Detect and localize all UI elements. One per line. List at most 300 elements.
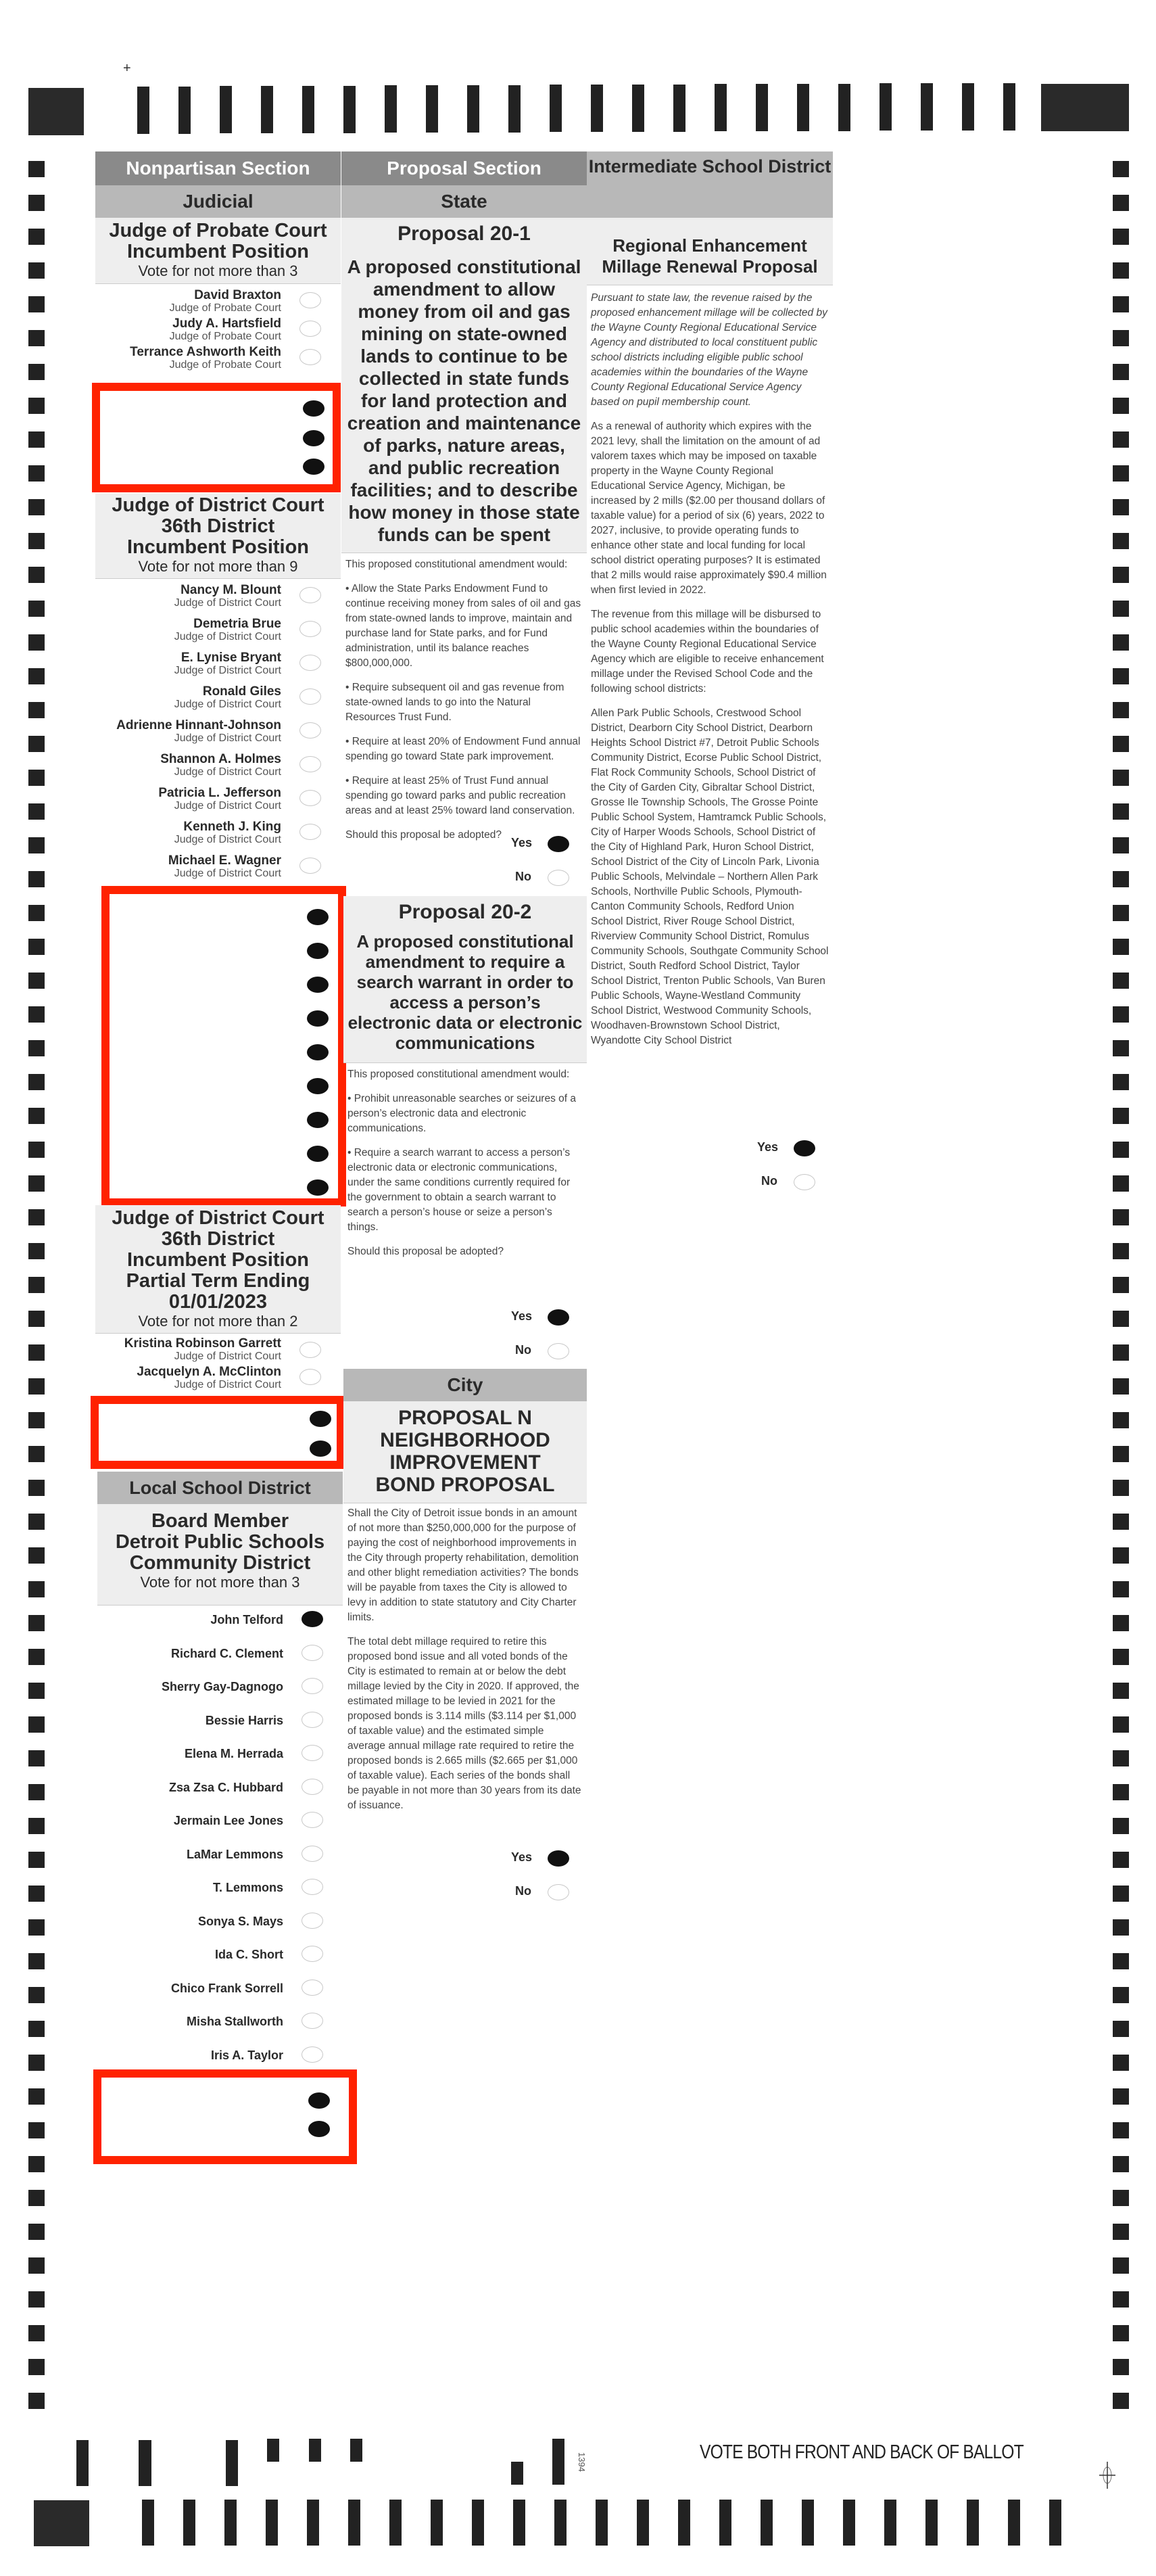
side-timing-mark [28, 2190, 45, 2206]
probate-contest-header [95, 218, 341, 284]
district-title-line-1: Judge of District Court [112, 494, 324, 516]
side-timing-mark [1113, 1750, 1129, 1766]
side-timing-mark [28, 736, 45, 752]
isd-body [587, 285, 833, 1048]
side-timing-mark [28, 1006, 45, 1023]
isd-italic-note: Pursuant to state law, the revenue raised by the proposed enhancement millage will be collected by the Wayne County Regional Educational Service Agency and distributed to local constituent public school districts including eligible public school academies within the boundaries of the Wayne County Regional Educational Service Agency based on pupil membership count. [591, 292, 827, 408]
nonpartisan-section-header: Nonpartisan Section [95, 151, 341, 185]
vote-bubble[interactable] [299, 688, 321, 705]
isd-school-list: Allen Park Public Schools, Crestwood School District, Dearborn City School District, Dearborn Heights School District #7, Detroit Public Schools Community District, Ecorse Public School District, Flat Rock Community Schools, School District of the City of Garden City, Gibraltar School District, Grosse Ile Township Schools, The Grosse Pointe Public School System, Hamtramck Public Schools, City of Harper Woods Schools, School District of the City of Highland Park, Huron School District, School District of the City of Lincoln Park, Livonia Public Schools, Melvindale – Northern Allen Park Schools, Northville Public Schools, Plymouth-Canton Community Schools, Redford Union School District, River Rouge School District, Riverview Community School District, Romulus Community Schools, Southgate Community School District, South Redford School District, Taylor School District, Trenton Public Schools, Van Buren Public Schools, Wayne-Westland Community School District, Westwood Community Schools, Woodhaven-Brownstown School District, Wyandotte City School District [591, 707, 829, 1046]
isd-yes-bubble[interactable] [794, 1140, 815, 1156]
side-timing-mark [28, 2325, 45, 2341]
partial-title-line-4: Partial Term Ending [126, 1270, 310, 1292]
timing-bar [389, 2500, 402, 2546]
side-timing-mark [28, 2257, 45, 2274]
candidate-office: Judge of District Court [174, 631, 281, 642]
isd-section-header [587, 151, 833, 218]
timing-bar [1003, 83, 1015, 131]
probate-vote-for: Vote for not more than 3 [138, 262, 298, 279]
side-timing-mark [1113, 1514, 1129, 1530]
timing-bar [343, 86, 356, 133]
isd-paragraph: As a renewal of authority which expires with the 2021 levy, shall the limitation on the amount of ad valorem taxes which may be imposed on taxable property in the Wayne County Regional Educational Service Agency, Michigan, be increased by 2 mills ($2.00 per thousand dollars of taxable value) for a period of six (6) years, 2022 to 2027, inclusive, to provide operating funds to enhance other state and local funding for local school district operating purposes? It is estimated that 2 mills would raise approximately $90.4 million when first levied in 2022. [591, 421, 827, 596]
side-timing-mark [1113, 1175, 1129, 1192]
vote-bubble[interactable] [299, 824, 321, 840]
proposal-20-2-body [343, 1067, 587, 1269]
vote-bubble[interactable] [299, 321, 321, 337]
side-timing-mark [1113, 1311, 1129, 1327]
vote-bubble[interactable] [299, 587, 321, 603]
side-timing-mark [1113, 1886, 1129, 1902]
timing-bar [967, 2500, 979, 2546]
write-in-bubble-marked[interactable] [307, 1146, 329, 1162]
timing-bar [302, 86, 314, 133]
candidate-name: Kristina Robinson Garrett [124, 1336, 281, 1351]
side-timing-mark [1113, 601, 1129, 617]
side-timing-mark [28, 465, 45, 482]
proposal-20-1-header [341, 218, 587, 553]
isd-paragraph: The revenue from this millage will be disbursed to public school academies within the boundaries of the Wayne County Regional Educational Service Agency which are eligible to receive enhancement millage under the Revised School Code and the following school districts: [591, 609, 824, 695]
redacted-write-in-area [101, 886, 346, 1207]
side-timing-mark [28, 1243, 45, 1259]
partial-title-line-1: Judge of District Court [112, 1207, 324, 1229]
side-timing-mark [1113, 1277, 1129, 1293]
isd-no-bubble[interactable] [794, 1174, 815, 1190]
candidate-office: Judge of District Court [174, 1351, 281, 1362]
side-timing-mark [1113, 533, 1129, 549]
side-timing-mark [28, 1784, 45, 1800]
timing-corner-block-right [1041, 84, 1129, 131]
side-timing-mark [1113, 431, 1129, 448]
proposal-20-1-title: Proposal 20-1 [398, 223, 531, 245]
side-timing-mark [28, 1581, 45, 1597]
vote-bubble[interactable] [299, 790, 321, 806]
id-bar [511, 2462, 523, 2485]
proposal-20-1-body [341, 553, 587, 843]
side-timing-mark [1113, 837, 1129, 853]
side-timing-mark [1113, 1480, 1129, 1496]
side-timing-mark [28, 601, 45, 617]
candidate-name: Terrance Ashworth Keith [130, 345, 281, 359]
id-bar [139, 2440, 149, 2486]
side-timing-mark [28, 1209, 45, 1225]
id-bar [350, 2439, 362, 2462]
side-timing-mark [1113, 398, 1129, 414]
board-title-line-1: Board Member [151, 1510, 289, 1532]
proposal-bullet: • Require at least 25% of Trust Fund annual spending go toward parks and public recreation areas and at least 25% toward land conservation. [345, 775, 575, 816]
candidate-name: Patricia L. Jefferson [158, 786, 281, 800]
side-timing-mark [28, 1615, 45, 1631]
side-timing-mark [28, 2021, 45, 2037]
side-timing-mark [1113, 1987, 1129, 2003]
timing-bar [761, 2500, 773, 2546]
side-timing-mark [28, 2156, 45, 2172]
side-timing-mark [1113, 1615, 1129, 1631]
judicial-subheader: Judicial [95, 185, 341, 218]
side-timing-mark [1113, 1378, 1129, 1395]
proposal-20-1-yes-bubble[interactable] [548, 836, 569, 852]
side-timing-mark [1113, 1209, 1129, 1225]
vote-bubble[interactable] [302, 1913, 323, 1929]
side-timing-mark [1113, 364, 1129, 380]
side-timing-mark [28, 1108, 45, 1124]
proposal-20-2-title: Proposal 20-2 [398, 901, 532, 923]
timing-bar [673, 85, 685, 132]
side-timing-mark [1113, 2190, 1129, 2206]
candidate-office: Judge of District Court [174, 834, 281, 845]
timing-bar [678, 2500, 690, 2546]
side-timing-mark [1113, 161, 1129, 177]
probate-title-line-2: Incumbent Position [126, 241, 310, 262]
write-in-bubble-marked[interactable] [308, 2121, 330, 2137]
candidate-name: Shannon A. Holmes [160, 752, 281, 766]
vote-bubble[interactable] [302, 1712, 323, 1728]
side-timing-mark [28, 398, 45, 414]
write-in-bubble-marked[interactable] [310, 1441, 331, 1457]
side-timing-mark [28, 939, 45, 955]
side-timing-mark [1113, 1716, 1129, 1733]
timing-bar [1008, 2500, 1020, 2546]
side-timing-mark [28, 1852, 45, 1868]
timing-bar [307, 2500, 319, 2546]
vote-bubble[interactable] [299, 292, 321, 308]
timing-bar [513, 2500, 525, 2546]
side-timing-mark [28, 668, 45, 684]
side-timing-mark [28, 364, 45, 380]
side-timing-mark [28, 1683, 45, 1699]
vote-bubble[interactable] [302, 1846, 323, 1862]
side-timing-mark [1113, 803, 1129, 820]
side-timing-mark [28, 499, 45, 515]
isd-proposal-title-line: Regional Enhancement [612, 235, 807, 256]
proposal-intro: This proposed constitutional amendment would: [345, 559, 568, 570]
side-timing-mark [28, 1919, 45, 1936]
side-timing-mark [1113, 1547, 1129, 1564]
side-timing-mark [1113, 905, 1129, 921]
partial-term-contest-header [95, 1205, 341, 1334]
write-in-bubble-marked[interactable] [307, 977, 329, 993]
side-timing-mark [1113, 2156, 1129, 2172]
proposal-20-1-no-bubble[interactable] [548, 870, 569, 886]
candidate-office: Judge of Probate Court [169, 331, 281, 342]
side-timing-mark [1113, 939, 1129, 955]
vote-bubble[interactable] [302, 2046, 323, 2063]
side-timing-mark [28, 1142, 45, 1158]
timing-bar [838, 84, 850, 131]
side-timing-mark [28, 1040, 45, 1056]
vote-bubble[interactable] [299, 1342, 321, 1358]
side-timing-mark [1113, 1243, 1129, 1259]
proposal-intro: This proposed constitutional amendment would: [347, 1069, 570, 1080]
side-timing-mark [1113, 1074, 1129, 1090]
candidate-office: Judge of District Court [174, 699, 281, 710]
side-timing-mark [28, 195, 45, 211]
proposal-n-no-bubble[interactable] [548, 1884, 569, 1900]
candidate-name[interactable]: Richard C. Clement [170, 1646, 283, 1660]
proposal-20-2-header [343, 896, 587, 1063]
side-timing-mark [1113, 2055, 1129, 2071]
timing-bar [142, 2500, 154, 2546]
probate-title-line-1: Judge of Probate Court [109, 220, 327, 241]
timing-bar [925, 2500, 938, 2546]
side-timing-mark [28, 803, 45, 820]
side-timing-mark [28, 2359, 45, 2375]
timing-bar [921, 83, 933, 131]
proposal-bullet: • Require subsequent oil and gas revenue from state-owned lands to go into the Natural Resources Trust Fund. [345, 682, 564, 723]
side-timing-mark [1113, 330, 1129, 346]
timing-bar [596, 2500, 608, 2546]
side-timing-mark [1113, 465, 1129, 482]
timing-bar [472, 2500, 484, 2546]
side-timing-mark [28, 973, 45, 989]
vote-bubble[interactable] [299, 349, 321, 365]
write-in-bubble-marked[interactable] [307, 1179, 329, 1196]
vote-bubble[interactable] [302, 1645, 323, 1661]
isd-no-label: No [761, 1174, 777, 1188]
timing-bar [637, 2500, 649, 2546]
candidate-name[interactable]: Iris A. Taylor [210, 2048, 283, 2062]
candidate-name[interactable]: Elena M. Herrada [184, 1747, 283, 1760]
redacted-write-in-area [92, 383, 341, 492]
side-timing-mark [28, 1412, 45, 1428]
local-school-subheader: Local School District [97, 1472, 343, 1504]
proposal-n-yes-bubble[interactable] [548, 1850, 569, 1867]
proposal-bullet: • Require at least 20% of Endowment Fund annual spending go toward State park improvement. [345, 736, 581, 762]
side-timing-mark [28, 1649, 45, 1665]
timing-bar [797, 84, 809, 131]
vote-bubble[interactable] [302, 1879, 323, 1895]
proposal-question: Should this proposal be adopted? [345, 829, 502, 841]
candidate-name[interactable]: Sherry Gay-Dagnogo [161, 1680, 283, 1693]
side-timing-mark [1113, 1818, 1129, 1834]
id-bar [309, 2439, 321, 2462]
timing-bar [224, 2500, 237, 2546]
partial-title-line-2: 36th District [161, 1228, 275, 1250]
proposal-20-2-no-label: No [515, 1343, 531, 1357]
side-timing-mark [1113, 1919, 1129, 1936]
side-timing-mark [28, 702, 45, 718]
side-timing-mark [1113, 195, 1129, 211]
proposal-n-no-label: No [515, 1884, 531, 1898]
side-timing-mark [28, 871, 45, 887]
candidate-name: Nancy M. Blount [180, 583, 281, 597]
side-timing-mark [1113, 2088, 1129, 2105]
candidate-name: Adrienne Hinnant-Johnson [116, 718, 281, 732]
side-timing-mark [28, 1378, 45, 1395]
side-timing-mark [1113, 702, 1129, 718]
timing-bar [178, 87, 191, 134]
side-timing-mark [28, 567, 45, 583]
timing-bar [431, 2500, 443, 2546]
candidate-name: Michael E. Wagner [168, 853, 281, 868]
candidate-name[interactable]: Zsa Zsa C. Hubbard [168, 1780, 283, 1794]
vote-both-sides-notice: VOTE BOTH FRONT AND BACK OF BALLOT [700, 2441, 1023, 2463]
partial-term-candidates [95, 1336, 341, 1393]
write-in-bubble-marked[interactable] [303, 430, 324, 446]
side-timing-mark [28, 837, 45, 853]
timing-bar [266, 2500, 278, 2546]
side-timing-mark [1113, 2393, 1129, 2409]
candidate-name[interactable]: Misha Stallworth [186, 2015, 283, 2028]
isd-title: Intermediate School District [588, 156, 832, 177]
side-timing-mark [1113, 668, 1129, 684]
proposal-20-2-no-bubble[interactable] [548, 1343, 569, 1359]
board-title-line-2: Detroit Public Schools [115, 1531, 325, 1553]
candidate-name: Judy A. Hartsfield [172, 317, 281, 331]
timing-bar [220, 86, 232, 133]
side-timing-mark [1113, 1649, 1129, 1665]
side-timing-mark [28, 1987, 45, 2003]
side-timing-mark [28, 2088, 45, 2105]
timing-bar [591, 85, 603, 132]
side-timing-mark [1113, 1581, 1129, 1597]
candidate-name[interactable]: Sonya S. Mays [197, 1914, 283, 1928]
candidate-name[interactable]: T. Lemmons [212, 1881, 283, 1894]
proposal-n-header [343, 1401, 587, 1503]
board-title-line-3: Community District [129, 1552, 311, 1574]
write-in-bubble-marked[interactable] [307, 1010, 329, 1027]
candidate-name[interactable]: Bessie Harris [205, 1713, 283, 1727]
candidate-name[interactable]: LaMar Lemmons [186, 1847, 283, 1861]
write-in-bubble-marked[interactable] [307, 909, 329, 925]
vote-bubble[interactable] [302, 1611, 323, 1627]
side-timing-mark [1113, 2257, 1129, 2274]
candidate-name: Demetria Brue [193, 617, 281, 631]
vote-bubble[interactable] [299, 756, 321, 772]
side-timing-mark [28, 1514, 45, 1530]
side-timing-mark [28, 161, 45, 177]
side-timing-mark [28, 634, 45, 651]
side-timing-mark [28, 2224, 45, 2240]
timing-bar [385, 85, 397, 133]
isd-proposal-title-line: Millage Renewal Proposal [602, 256, 818, 277]
side-timing-mark [28, 1344, 45, 1361]
timing-corner-block-left [28, 88, 84, 135]
district-court-candidates [95, 583, 341, 894]
candidate-office: Judge of District Court [174, 868, 281, 879]
side-timing-mark [28, 1175, 45, 1192]
timing-bar [426, 85, 438, 133]
write-in-bubble-marked[interactable] [307, 1044, 329, 1060]
candidate-name[interactable]: John Telford [210, 1613, 283, 1626]
vote-bubble[interactable] [302, 1946, 323, 1962]
write-in-bubble-marked[interactable] [307, 1112, 329, 1128]
timing-corner-block-bottom-left [34, 2500, 89, 2546]
redacted-write-in-area [93, 2069, 357, 2164]
side-timing-mark [28, 1547, 45, 1564]
candidate-office: Judge of District Court [174, 665, 281, 676]
side-timing-mark [1113, 229, 1129, 245]
side-timing-mark [28, 2122, 45, 2138]
side-timing-mark [1113, 2325, 1129, 2341]
proposal-column [341, 151, 587, 852]
district-title-line-3: Incumbent Position [126, 536, 310, 558]
local-school-column [97, 1472, 343, 1606]
timing-bar [348, 2500, 360, 2546]
vote-bubble[interactable] [302, 1812, 323, 1828]
candidate-name[interactable]: Jermain Lee Jones [173, 1814, 283, 1827]
timing-bar [183, 2500, 195, 2546]
proposal-n-title-line: PROPOSAL N [398, 1407, 532, 1429]
partial-title-line-5: 01/01/2023 [168, 1291, 268, 1313]
write-in-bubble-marked[interactable] [310, 1411, 331, 1427]
side-timing-mark [1113, 2291, 1129, 2308]
side-timing-mark [1113, 973, 1129, 989]
side-timing-mark [28, 1277, 45, 1293]
timing-bar [508, 85, 521, 133]
timing-bar [467, 85, 479, 133]
id-bar [267, 2439, 279, 2462]
vote-bubble[interactable] [299, 722, 321, 739]
vote-bubble[interactable] [302, 1745, 323, 1761]
side-timing-mark [28, 296, 45, 312]
vote-bubble[interactable] [299, 621, 321, 637]
vote-bubble[interactable] [299, 858, 321, 874]
side-timing-mark [1113, 2224, 1129, 2240]
probate-candidates [95, 287, 341, 381]
side-timing-mark [1113, 2021, 1129, 2037]
isd-proposal-header [587, 218, 833, 285]
candidate-name: Ronald Giles [202, 684, 281, 699]
vote-bubble[interactable] [299, 655, 321, 671]
side-timing-mark [28, 2393, 45, 2409]
candidate-name[interactable]: Chico Frank Sorrell [170, 1981, 283, 1995]
timing-bar [261, 86, 273, 133]
write-in-bubble-marked[interactable] [307, 943, 329, 959]
write-in-bubble-marked[interactable] [303, 400, 324, 417]
vote-bubble[interactable] [302, 2013, 323, 2029]
proposal-n-title-line: NEIGHBORHOOD [380, 1429, 550, 1451]
vote-bubble[interactable] [302, 1678, 323, 1694]
state-subheader: State [341, 185, 587, 218]
write-in-bubble-marked[interactable] [307, 1078, 329, 1094]
timing-bar [962, 83, 974, 131]
timing-bar [554, 2500, 567, 2546]
side-timing-mark [1113, 1344, 1129, 1361]
candidate-name[interactable]: Ida C. Short [214, 1948, 283, 1961]
timing-bar [880, 83, 892, 131]
timing-bar [884, 2500, 896, 2546]
proposal-20-1-summary: A proposed constitutional amendment to allow money from oil and gas mining on state-owned lands to continue to be collected in state funds for land protection and creation and maintenance of parks, nature areas, and public recreation facilities; and to describe how money in those state funds can be spent [347, 256, 581, 545]
proposal-20-1-no-label: No [515, 870, 531, 883]
id-bar [552, 2439, 564, 2485]
isd-column [587, 151, 833, 1058]
side-timing-mark [1113, 1006, 1129, 1023]
candidate-office: Judge of Probate Court [169, 359, 281, 371]
proposal-n-title-line: BOND PROPOSAL [375, 1474, 555, 1496]
side-timing-mark [1113, 1040, 1129, 1056]
candidate-office: Judge of District Court [174, 597, 281, 609]
write-in-bubble-marked[interactable] [308, 2092, 330, 2109]
side-timing-mark [28, 262, 45, 279]
side-timing-mark [28, 1750, 45, 1766]
side-timing-mark [28, 905, 45, 921]
district-vote-for: Vote for not more than 9 [138, 558, 298, 575]
side-timing-mark [28, 1886, 45, 1902]
side-timing-mark [1113, 499, 1129, 515]
vote-bubble[interactable] [302, 1779, 323, 1795]
redacted-write-in-area [91, 1396, 345, 1469]
proposal-20-2-yes-bubble[interactable] [548, 1309, 569, 1326]
vote-bubble[interactable] [302, 1980, 323, 1996]
vote-bubble[interactable] [299, 1369, 321, 1385]
side-timing-mark [28, 1311, 45, 1327]
candidate-name: E. Lynise Bryant [180, 651, 281, 665]
timing-bar [756, 84, 768, 131]
write-in-bubble-marked[interactable] [303, 459, 324, 475]
side-timing-mark [28, 770, 45, 786]
proposal-20-1-yes-label: Yes [511, 836, 533, 849]
timing-bar [802, 2500, 814, 2546]
